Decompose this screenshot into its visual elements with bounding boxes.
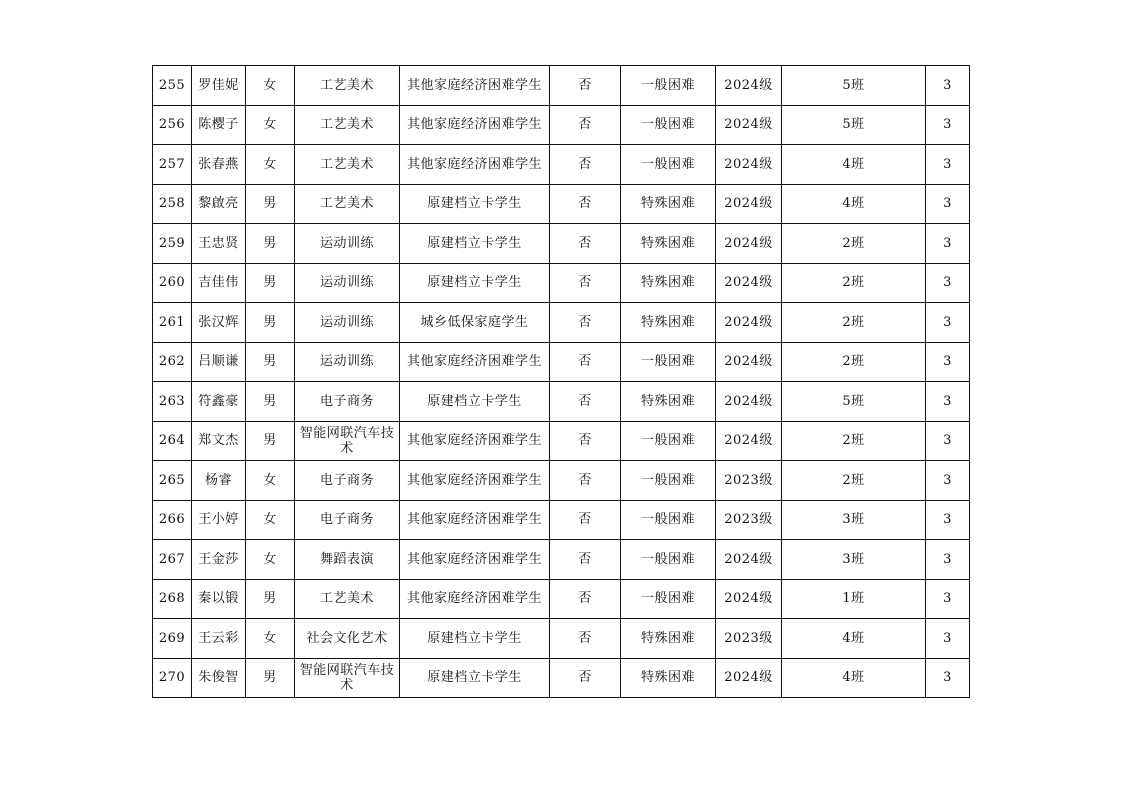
class-cell: 2班 bbox=[782, 224, 926, 264]
class-cell: 4班 bbox=[782, 619, 926, 659]
major-cell: 舞蹈表演 bbox=[295, 540, 400, 580]
row-number: 264 bbox=[153, 421, 192, 461]
difficulty-level-cell: 一般困难 bbox=[621, 579, 716, 619]
student-name: 罗佳妮 bbox=[192, 66, 246, 106]
aid-category-cell: 其他家庭经济困难学生 bbox=[400, 105, 550, 145]
class-cell: 3班 bbox=[782, 540, 926, 580]
aid-category-cell: 其他家庭经济困难学生 bbox=[400, 461, 550, 501]
class-cell: 2班 bbox=[782, 263, 926, 303]
student-name: 吕顺谦 bbox=[192, 342, 246, 382]
grade-cell: 2023级 bbox=[716, 619, 782, 659]
student-name: 朱俊智 bbox=[192, 658, 246, 698]
gender-cell: 男 bbox=[246, 658, 295, 698]
aid-category-cell: 其他家庭经济困难学生 bbox=[400, 342, 550, 382]
difficulty-level-cell: 一般困难 bbox=[621, 342, 716, 382]
count-cell: 3 bbox=[926, 145, 970, 185]
table-row bbox=[153, 540, 970, 580]
difficulty-level-cell: 一般困难 bbox=[621, 421, 716, 461]
row-number: 257 bbox=[153, 145, 192, 185]
table-row bbox=[153, 184, 970, 224]
flag-cell: 否 bbox=[550, 421, 621, 461]
major-cell: 运动训练 bbox=[295, 303, 400, 343]
flag-cell: 否 bbox=[550, 224, 621, 264]
grade-cell: 2024级 bbox=[716, 263, 782, 303]
row-number: 270 bbox=[153, 658, 192, 698]
flag-cell: 否 bbox=[550, 303, 621, 343]
gender-cell: 男 bbox=[246, 184, 295, 224]
student-name: 黎啟亮 bbox=[192, 184, 246, 224]
class-cell: 5班 bbox=[782, 382, 926, 422]
major-cell: 运动训练 bbox=[295, 263, 400, 303]
flag-cell: 否 bbox=[550, 105, 621, 145]
grade-cell: 2024级 bbox=[716, 421, 782, 461]
aid-category-cell: 其他家庭经济困难学生 bbox=[400, 421, 550, 461]
table-row bbox=[153, 303, 970, 343]
class-cell: 3班 bbox=[782, 500, 926, 540]
flag-cell: 否 bbox=[550, 145, 621, 185]
student-name: 王云彩 bbox=[192, 619, 246, 659]
student-name: 杨睿 bbox=[192, 461, 246, 501]
count-cell: 3 bbox=[926, 421, 970, 461]
flag-cell: 否 bbox=[550, 540, 621, 580]
class-cell: 2班 bbox=[782, 421, 926, 461]
grade-cell: 2023级 bbox=[716, 500, 782, 540]
aid-category-cell: 城乡低保家庭学生 bbox=[400, 303, 550, 343]
table-row bbox=[153, 342, 970, 382]
aid-category-cell: 其他家庭经济困难学生 bbox=[400, 66, 550, 106]
difficulty-level-cell: 特殊困难 bbox=[621, 658, 716, 698]
student-name: 王忠贤 bbox=[192, 224, 246, 264]
grade-cell: 2024级 bbox=[716, 224, 782, 264]
major-cell: 工艺美术 bbox=[295, 579, 400, 619]
major-cell: 电子商务 bbox=[295, 500, 400, 540]
flag-cell: 否 bbox=[550, 382, 621, 422]
row-number: 255 bbox=[153, 66, 192, 106]
difficulty-level-cell: 一般困难 bbox=[621, 461, 716, 501]
table-row bbox=[153, 263, 970, 303]
class-cell: 2班 bbox=[782, 461, 926, 501]
class-cell: 2班 bbox=[782, 342, 926, 382]
major-cell: 电子商务 bbox=[295, 461, 400, 501]
major-cell: 电子商务 bbox=[295, 382, 400, 422]
flag-cell: 否 bbox=[550, 500, 621, 540]
table-row bbox=[153, 105, 970, 145]
grade-cell: 2024级 bbox=[716, 105, 782, 145]
row-number: 266 bbox=[153, 500, 192, 540]
table-row bbox=[153, 658, 970, 698]
table-row bbox=[153, 500, 970, 540]
gender-cell: 女 bbox=[246, 105, 295, 145]
difficulty-level-cell: 特殊困难 bbox=[621, 184, 716, 224]
difficulty-level-cell: 一般困难 bbox=[621, 105, 716, 145]
gender-cell: 女 bbox=[246, 540, 295, 580]
grade-cell: 2024级 bbox=[716, 66, 782, 106]
student-name: 张春燕 bbox=[192, 145, 246, 185]
row-number: 261 bbox=[153, 303, 192, 343]
difficulty-level-cell: 特殊困难 bbox=[621, 263, 716, 303]
grade-cell: 2024级 bbox=[716, 303, 782, 343]
aid-category-cell: 其他家庭经济困难学生 bbox=[400, 579, 550, 619]
row-number: 259 bbox=[153, 224, 192, 264]
gender-cell: 女 bbox=[246, 619, 295, 659]
count-cell: 3 bbox=[926, 66, 970, 106]
major-cell: 社会文化艺术 bbox=[295, 619, 400, 659]
count-cell: 3 bbox=[926, 382, 970, 422]
grade-cell: 2024级 bbox=[716, 342, 782, 382]
count-cell: 3 bbox=[926, 105, 970, 145]
student-name: 王小婷 bbox=[192, 500, 246, 540]
student-name: 符鑫豪 bbox=[192, 382, 246, 422]
table-row bbox=[153, 145, 970, 185]
gender-cell: 女 bbox=[246, 500, 295, 540]
count-cell: 3 bbox=[926, 303, 970, 343]
gender-cell: 女 bbox=[246, 461, 295, 501]
count-cell: 3 bbox=[926, 461, 970, 501]
difficulty-level-cell: 特殊困难 bbox=[621, 303, 716, 343]
student-name: 陈樱子 bbox=[192, 105, 246, 145]
grade-cell: 2024级 bbox=[716, 382, 782, 422]
flag-cell: 否 bbox=[550, 461, 621, 501]
row-number: 267 bbox=[153, 540, 192, 580]
aid-category-cell: 原建档立卡学生 bbox=[400, 658, 550, 698]
difficulty-level-cell: 一般困难 bbox=[621, 500, 716, 540]
student-name: 王金莎 bbox=[192, 540, 246, 580]
class-cell: 5班 bbox=[782, 105, 926, 145]
difficulty-level-cell: 特殊困难 bbox=[621, 382, 716, 422]
class-cell: 4班 bbox=[782, 658, 926, 698]
student-name: 郑文杰 bbox=[192, 421, 246, 461]
aid-category-cell: 原建档立卡学生 bbox=[400, 382, 550, 422]
grade-cell: 2023级 bbox=[716, 461, 782, 501]
class-cell: 4班 bbox=[782, 184, 926, 224]
row-number: 258 bbox=[153, 184, 192, 224]
aid-category-cell: 原建档立卡学生 bbox=[400, 619, 550, 659]
flag-cell: 否 bbox=[550, 658, 621, 698]
major-cell: 工艺美术 bbox=[295, 145, 400, 185]
flag-cell: 否 bbox=[550, 184, 621, 224]
gender-cell: 男 bbox=[246, 579, 295, 619]
aid-category-cell: 其他家庭经济困难学生 bbox=[400, 145, 550, 185]
flag-cell: 否 bbox=[550, 342, 621, 382]
flag-cell: 否 bbox=[550, 619, 621, 659]
student-name: 秦以锻 bbox=[192, 579, 246, 619]
major-cell: 智能网联汽车技术 bbox=[295, 658, 400, 698]
aid-category-cell: 原建档立卡学生 bbox=[400, 224, 550, 264]
table-row bbox=[153, 421, 970, 461]
grade-cell: 2024级 bbox=[716, 658, 782, 698]
gender-cell: 女 bbox=[246, 145, 295, 185]
row-number: 268 bbox=[153, 579, 192, 619]
class-cell: 2班 bbox=[782, 303, 926, 343]
count-cell: 3 bbox=[926, 658, 970, 698]
major-cell: 运动训练 bbox=[295, 342, 400, 382]
difficulty-level-cell: 一般困难 bbox=[621, 66, 716, 106]
table-body bbox=[153, 66, 970, 698]
row-number: 265 bbox=[153, 461, 192, 501]
student-name: 张汉辉 bbox=[192, 303, 246, 343]
count-cell: 3 bbox=[926, 500, 970, 540]
student-name: 吉佳伟 bbox=[192, 263, 246, 303]
count-cell: 3 bbox=[926, 342, 970, 382]
table-row bbox=[153, 461, 970, 501]
gender-cell: 男 bbox=[246, 224, 295, 264]
difficulty-level-cell: 特殊困难 bbox=[621, 224, 716, 264]
table-row bbox=[153, 579, 970, 619]
row-number: 262 bbox=[153, 342, 192, 382]
gender-cell: 女 bbox=[246, 66, 295, 106]
major-cell: 智能网联汽车技术 bbox=[295, 421, 400, 461]
grade-cell: 2024级 bbox=[716, 579, 782, 619]
gender-cell: 男 bbox=[246, 382, 295, 422]
grade-cell: 2024级 bbox=[716, 184, 782, 224]
student-aid-table bbox=[152, 65, 970, 698]
row-number: 256 bbox=[153, 105, 192, 145]
difficulty-level-cell: 特殊困难 bbox=[621, 619, 716, 659]
difficulty-level-cell: 一般困难 bbox=[621, 145, 716, 185]
row-number: 260 bbox=[153, 263, 192, 303]
grade-cell: 2024级 bbox=[716, 540, 782, 580]
row-number: 263 bbox=[153, 382, 192, 422]
gender-cell: 男 bbox=[246, 263, 295, 303]
table-row bbox=[153, 224, 970, 264]
major-cell: 运动训练 bbox=[295, 224, 400, 264]
aid-category-cell: 原建档立卡学生 bbox=[400, 184, 550, 224]
class-cell: 4班 bbox=[782, 145, 926, 185]
gender-cell: 男 bbox=[246, 303, 295, 343]
count-cell: 3 bbox=[926, 263, 970, 303]
count-cell: 3 bbox=[926, 579, 970, 619]
major-cell: 工艺美术 bbox=[295, 184, 400, 224]
flag-cell: 否 bbox=[550, 263, 621, 303]
count-cell: 3 bbox=[926, 224, 970, 264]
count-cell: 3 bbox=[926, 619, 970, 659]
gender-cell: 男 bbox=[246, 421, 295, 461]
aid-category-cell: 原建档立卡学生 bbox=[400, 263, 550, 303]
aid-category-cell: 其他家庭经济困难学生 bbox=[400, 500, 550, 540]
class-cell: 1班 bbox=[782, 579, 926, 619]
flag-cell: 否 bbox=[550, 579, 621, 619]
gender-cell: 男 bbox=[246, 342, 295, 382]
count-cell: 3 bbox=[926, 540, 970, 580]
table-row bbox=[153, 619, 970, 659]
flag-cell: 否 bbox=[550, 66, 621, 106]
table-row bbox=[153, 382, 970, 422]
aid-category-cell: 其他家庭经济困难学生 bbox=[400, 540, 550, 580]
grade-cell: 2024级 bbox=[716, 145, 782, 185]
class-cell: 5班 bbox=[782, 66, 926, 106]
table-row bbox=[153, 66, 970, 106]
count-cell: 3 bbox=[926, 184, 970, 224]
difficulty-level-cell: 一般困难 bbox=[621, 540, 716, 580]
row-number: 269 bbox=[153, 619, 192, 659]
major-cell: 工艺美术 bbox=[295, 66, 400, 106]
major-cell: 工艺美术 bbox=[295, 105, 400, 145]
